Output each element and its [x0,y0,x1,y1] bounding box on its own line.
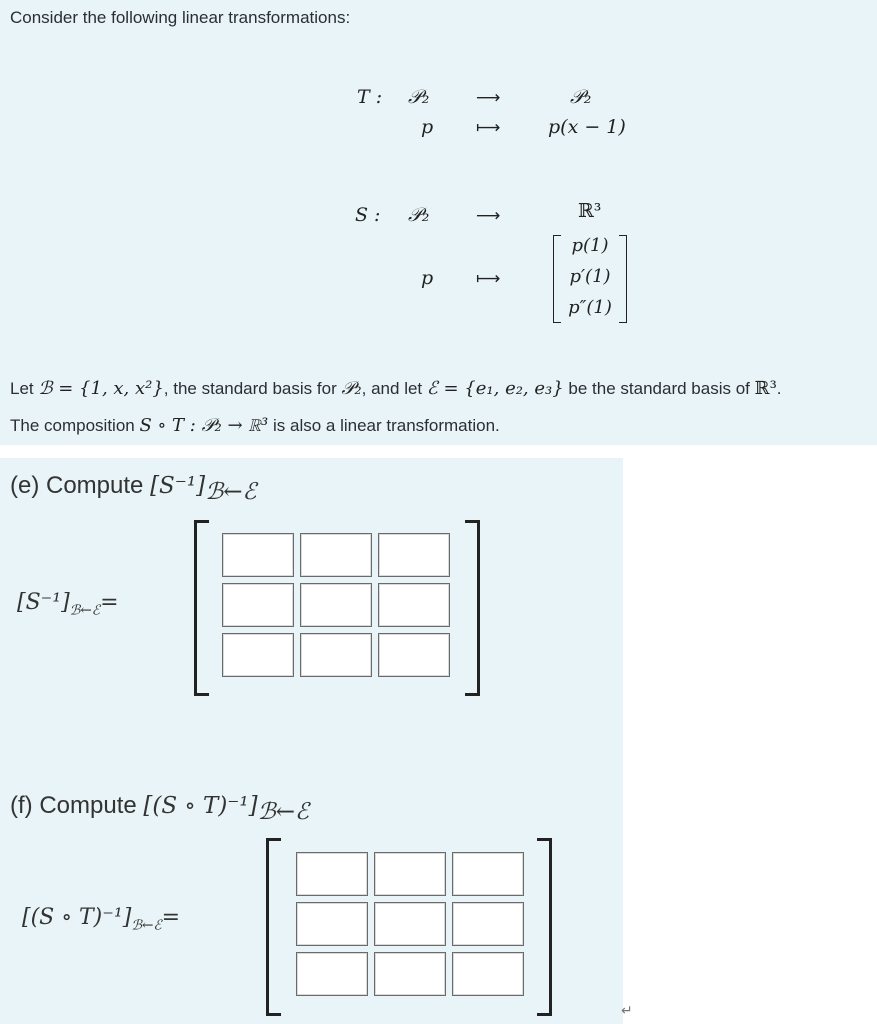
part-e-matrix-grid [222,533,450,677]
s-mapsto-arrow: ⟼ [476,269,501,289]
f-cell-3-2[interactable] [374,952,446,996]
composition-description-line2: The composition S ∘ T : 𝒫₂ → ℝ³ is also a linear transformation. [10,415,500,436]
e-cell-2-3[interactable] [378,583,450,627]
t-output: p(x − 1) [548,116,626,138]
t-mapsto-arrow: ⟼ [476,118,501,138]
part-e-right-bracket [465,520,480,696]
vector-entry-1: p(1) [571,235,609,256]
e-cell-1-1[interactable] [222,533,294,577]
part-e-matrix-label: $[S^{-1}]_{ℬ\leftarrow ℰ}=$ [17,590,119,619]
part-f-left-bracket [266,838,281,1016]
e-cell-3-2[interactable] [300,633,372,677]
f-cell-2-3[interactable] [452,902,524,946]
f-cell-3-1[interactable] [296,952,368,996]
f-cell-3-3[interactable] [452,952,524,996]
basis-description-line1: Let ℬ = {1, x, x²}, the standard basis for 𝒫₂, and let ℰ = {e₁, e₂, e₃} be the standard basis of ℝ³. [10,378,782,399]
s-codomain: ℝ³ [578,200,602,222]
t-input: p [421,116,434,138]
part-f-right-bracket [537,838,552,1016]
s-name: S : [355,204,381,226]
s-output-vector [553,233,627,325]
t-codomain: 𝒫₂ [570,86,592,108]
part-f-matrix-grid [296,852,524,996]
e-cell-3-3[interactable] [378,633,450,677]
f-cell-1-1[interactable] [296,852,368,896]
part-f-heading: (f) Compute [(S ∘ $T)^{-1}]_{ℬ\leftarrow ℰ}$ [10,792,309,825]
text-cursor-icon: ↵ [621,1003,633,1019]
t-domain: 𝒫₂ [408,86,430,108]
f-cell-2-1[interactable] [296,902,368,946]
part-e-left-bracket [194,520,209,696]
e-cell-1-2[interactable] [300,533,372,577]
part-f-matrix-label: [(S ∘ $T)^{-1}]_{ℬ\leftarrow ℰ}=$ [22,905,181,934]
e-cell-2-2[interactable] [300,583,372,627]
f-cell-1-3[interactable] [452,852,524,896]
t-name: T : [357,86,383,108]
e-cell-2-1[interactable] [222,583,294,627]
intro-text: Consider the following linear transformations: [10,8,351,27]
e-cell-1-3[interactable] [378,533,450,577]
f-cell-2-2[interactable] [374,902,446,946]
s-domain: 𝒫₂ [408,204,430,226]
s-maps-arrow: ⟶ [476,206,501,226]
vector-entry-3: p″(1) [568,297,612,318]
s-input: p [421,267,434,289]
e-cell-3-1[interactable] [222,633,294,677]
f-cell-1-2[interactable] [374,852,446,896]
part-e-heading: (e) Compute $[S^{-1}]_{ℬ\leftarrow ℰ}$ [10,472,257,505]
t-maps-arrow: ⟶ [476,88,501,108]
vector-entry-2: p′(1) [569,266,611,287]
